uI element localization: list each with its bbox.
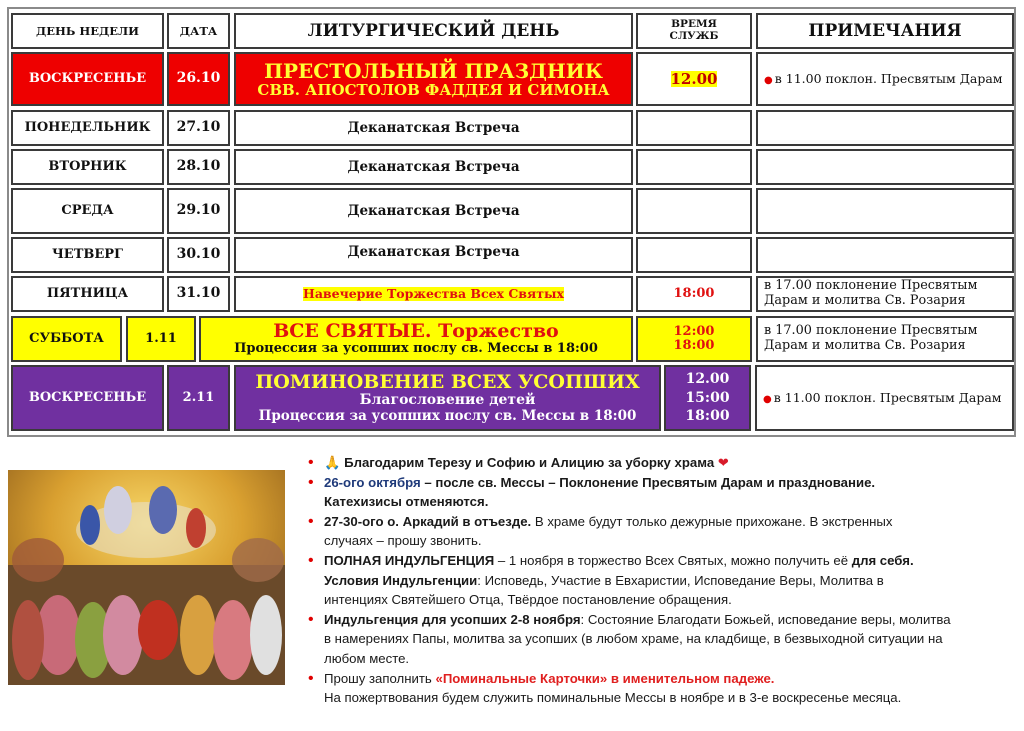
liturgical-subtitle2: Процессия за усопших послу св. Мессы в 18:00 — [258, 407, 637, 424]
header-time-line1: ВРЕМЯ — [671, 18, 717, 31]
row-note — [756, 237, 1014, 273]
announcement-line2-bold: Условия Индульгенции — [324, 572, 478, 588]
row-liturgical — [234, 237, 633, 273]
painting-image — [8, 470, 285, 685]
announcement-line3: любом месте. — [324, 650, 410, 666]
time-label: 18:00 — [673, 338, 715, 353]
header-day-label: ДЕНЬ НЕДЕЛИ — [35, 23, 139, 38]
announcement-line2: случаях – прошу звонить. — [324, 533, 482, 549]
date-label: 2.11 — [182, 389, 215, 405]
row-liturgical — [199, 316, 633, 362]
announcement-bold: 27-30-ого о. Аркадий в отъезде. — [324, 513, 532, 529]
row-note — [756, 276, 1014, 312]
date-label: 27.10 — [176, 119, 221, 136]
row-time — [664, 365, 751, 431]
row-date — [167, 149, 230, 185]
announcement-bold2: для себя. — [851, 552, 914, 568]
praying-hands-icon: 🙏 — [324, 455, 341, 470]
liturgical-title: Деканатская Встреча — [347, 244, 520, 260]
time-label: 12:00 — [673, 323, 715, 339]
day-label: СУББОТА — [29, 330, 104, 346]
liturgical-subtitle: Благословение детей — [359, 392, 536, 409]
header-date — [167, 13, 230, 49]
row-time — [636, 237, 752, 273]
row-day — [11, 276, 164, 312]
announcements-list — [307, 453, 1007, 708]
row-date — [167, 237, 230, 273]
announcement-text: – после св. Мессы – Поклонение Пресвятым Дарам и празднование. — [420, 474, 876, 490]
row-note — [755, 365, 1014, 431]
row-day — [11, 237, 164, 273]
header-day — [11, 13, 164, 49]
row-time — [636, 188, 752, 234]
announcement-item — [307, 551, 1007, 610]
header-liturgical-label: ЛИТУРГИЧЕСКИЙ ДЕНЬ — [307, 20, 560, 41]
liturgical-title: Навечерие Торжества Всех Святых — [303, 286, 564, 302]
date-label: 31.10 — [176, 285, 221, 302]
announcement-line3: интенциях Святейшего Отца, Твёрдое постановление обращения. — [324, 592, 732, 608]
row-liturgical — [234, 110, 633, 146]
announcement-line2: в намерениях Папы, молитва за усопших (в любом храме, на кладбище, в безвыходной ситуации на — [324, 631, 943, 647]
bullet-icon: ● — [763, 394, 772, 405]
all-saints-painting — [8, 470, 285, 685]
announcement-item — [307, 453, 1007, 473]
note-text: в 11.00 поклон. Пресвятым Дарам — [774, 71, 1003, 86]
liturgical-subtitle: Процессия за усопших послу св. Мессы в 18:00 — [234, 341, 598, 357]
announcement-text: Прошу заполнить — [324, 670, 436, 686]
row-date — [126, 316, 196, 362]
date-label: 28.10 — [176, 158, 221, 175]
row-liturgical — [234, 52, 633, 106]
header-liturgical — [234, 13, 633, 49]
day-label: СРЕДА — [61, 202, 114, 218]
header-notes — [756, 13, 1014, 49]
row-note — [756, 316, 1014, 362]
day-label: ПОНЕДЕЛЬНИК — [24, 119, 151, 135]
announcement-text: В храме будут только дежурные прихожане. В экстренных — [531, 513, 893, 529]
announcement-text: : Состояние Благодати Божьей, исповедание веры, молитва — [580, 611, 951, 627]
liturgical-title: ВСЕ СВЯТЫЕ. Торжество — [273, 320, 559, 343]
row-time — [636, 52, 752, 106]
time-label: 12.00 — [685, 370, 730, 387]
row-day — [11, 149, 164, 185]
note-line1: в 17.00 поклонение Пресвятым — [764, 278, 978, 294]
note-line2: Дарам и молитва Св. Розария — [764, 293, 966, 308]
announcement-line2: На пожертвования будем служить поминальные Мессы в ноябре и в 3-е воскресенье месяца. — [324, 690, 902, 706]
row-time — [636, 110, 752, 146]
day-label: ВТОРНИК — [48, 158, 127, 174]
liturgical-title: Деканатская Встреча — [347, 158, 520, 175]
header-date-label: ДАТА — [179, 23, 218, 38]
day-label: ПЯТНИЦА — [46, 285, 129, 301]
liturgical-title: ПРЕСТОЛЬНЫЙ ПРАЗДНИК — [264, 58, 603, 83]
date-label: 29.10 — [176, 202, 221, 219]
liturgical-title: ПОМИНОВЕНИЕ ВСЕХ УСОПШИХ — [255, 371, 640, 394]
row-liturgical — [234, 276, 633, 312]
row-note — [756, 110, 1014, 146]
row-day — [11, 316, 122, 362]
time-label: 12.00 — [670, 69, 718, 88]
announcement-red: «Поминальные Карточки» в именительном падеже. — [435, 670, 775, 686]
announcement-item — [307, 512, 1007, 551]
liturgical-subtitle: СВВ. АПОСТОЛОВ ФАДДЕЯ И СИМОНА — [257, 80, 610, 99]
date-label: 30.10 — [176, 246, 221, 263]
date-label: 1.11 — [145, 330, 177, 346]
row-date — [167, 188, 230, 234]
day-label: ЧЕТВЕРГ — [51, 246, 124, 262]
row-note — [756, 52, 1014, 106]
bullet-icon: ● — [764, 75, 773, 86]
schedule-table — [7, 7, 1016, 437]
row-day — [11, 365, 164, 431]
announcement-bold: ПОЛНАЯ ИНДУЛЬГЕНЦИЯ — [324, 552, 495, 568]
row-time — [636, 276, 752, 312]
row-time — [636, 149, 752, 185]
announcement-item — [307, 669, 1007, 708]
header-notes-label: ПРИМЕЧАНИЯ — [808, 20, 962, 41]
liturgical-title: Деканатская Встреча — [347, 202, 520, 219]
note-line2: Дарам и молитва Св. Розария — [764, 338, 966, 353]
note-text: в 11.00 поклон. Пресвятым Дарам — [773, 390, 1002, 405]
row-liturgical — [234, 188, 633, 234]
announcement-item — [307, 473, 1007, 512]
row-day — [11, 110, 164, 146]
announcement-text: Благодарим Терезу и Софию и Алицию за уборку храма — [344, 455, 715, 470]
announcement-line2: : Исповедь, Участие в Евхаристии, Исповедание Веры, Молитва в — [477, 572, 884, 588]
announcement-line2: Катехизисы отменяются. — [324, 494, 489, 510]
row-note — [756, 188, 1014, 234]
time-label: 18:00 — [685, 408, 730, 425]
day-label: ВОСКРЕСЕНЬЕ — [28, 389, 147, 405]
row-time — [636, 316, 752, 362]
header-time — [636, 13, 752, 49]
announcement-text: – 1 ноября в торжество Всех Святых, можно получить её — [494, 552, 852, 568]
liturgical-title: Деканатская Встреча — [347, 119, 520, 136]
note-line1: в 17.00 поклонение Пресвятым — [764, 323, 978, 339]
row-day — [11, 188, 164, 234]
announcement-bold: Индульгенция для усопших 2-8 ноября — [324, 611, 581, 627]
row-note — [756, 149, 1014, 185]
row-liturgical — [234, 365, 661, 431]
time-label: 15:00 — [685, 389, 730, 406]
row-date — [167, 52, 230, 106]
announcement-date: 26-ого октября — [324, 474, 421, 490]
row-liturgical — [234, 149, 633, 185]
date-label: 26.10 — [176, 70, 221, 87]
row-day — [11, 52, 164, 106]
announcement-item — [307, 610, 1007, 669]
header-time-line2: СЛУЖБ — [669, 30, 719, 42]
row-date — [167, 110, 230, 146]
row-date — [167, 276, 230, 312]
row-date — [167, 365, 230, 431]
day-label: ВОСКРЕСЕНЬЕ — [28, 70, 147, 86]
heart-icon: ❤ — [717, 455, 729, 470]
time-label: 18:00 — [673, 285, 715, 301]
